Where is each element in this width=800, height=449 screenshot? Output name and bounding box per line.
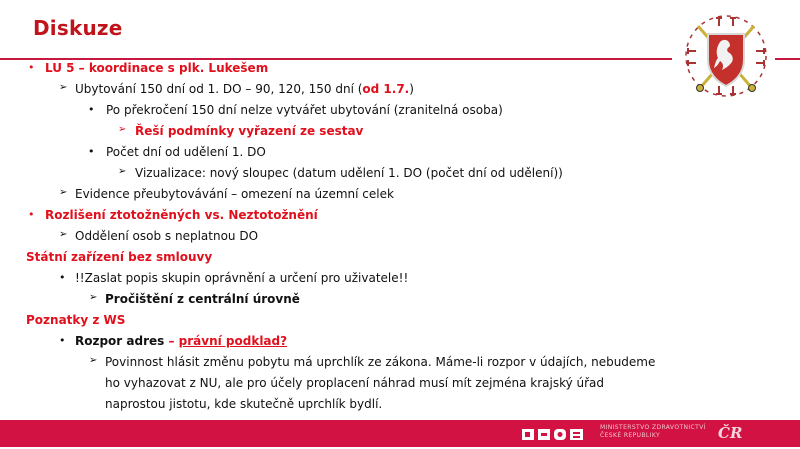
- czech-military-emblem-icon: [680, 10, 772, 102]
- list-item: [75, 81, 414, 97]
- list-item-line: ho vyhazovat z NU, ale pro účely proplacení náhrad musí mít zejména krajský úřad: [105, 376, 605, 390]
- list-item: !!Zaslat popis skupin oprávnění a určení pro uživatele!!: [75, 271, 409, 285]
- list-item: Evidence přeubytovávání – omezení na územní celek: [75, 187, 394, 201]
- ministry-name-line2: ČESKÉ REPUBLIKY: [600, 432, 661, 439]
- separator: –: [164, 334, 179, 348]
- ministry-name-line1: MINISTERSTVO ZDRAVOTNICTVÍ: [600, 424, 706, 431]
- cr-logo: ČR: [718, 424, 743, 442]
- arrow-bullet-icon: ➢: [59, 82, 68, 93]
- arrow-bullet-icon: ➢: [89, 355, 98, 366]
- list-item: Po překročení 150 dní nelze vytvářet ubytování (zranitelná osoba): [106, 103, 503, 117]
- legal-basis-link[interactable]: právní podklad?: [178, 334, 288, 348]
- section-heading: Poznatky z WS: [26, 313, 126, 327]
- arrow-bullet-icon: ➢: [118, 124, 127, 135]
- list-item-text: Rozpor adres: [75, 334, 165, 348]
- list-item: [75, 333, 287, 349]
- list-item: LU 5 – koordinace s plk. Lukešem: [45, 61, 269, 75]
- bullet-marker: •: [88, 145, 95, 158]
- arrow-bullet-icon: ➢: [59, 187, 68, 198]
- bullet-marker: •: [88, 103, 95, 116]
- arrow-bullet-icon: ➢: [89, 292, 98, 303]
- bullet-marker: •: [59, 334, 66, 347]
- list-item: Vizualizace: nový sloupec (datum udělení 1. DO (počet dní od udělení)): [135, 166, 563, 180]
- bullet-marker: •: [59, 271, 66, 284]
- list-item-text: Ubytování 150 dní od 1. DO – 90, 120, 150 dní (: [75, 82, 363, 96]
- mzcr-logo-icon: [522, 427, 584, 441]
- list-item: Počet dní od udělení 1. DO: [106, 145, 266, 159]
- list-item: Oddělení osob s neplatnou DO: [75, 229, 259, 243]
- section-heading: Státní zařízení bez smlouvy: [26, 250, 213, 264]
- slide-title: Diskuze: [33, 16, 123, 40]
- title-divider-right: [775, 58, 800, 60]
- bullet-marker: •: [28, 61, 35, 74]
- list-item: Řeší podmínky vyřazení ze sestav: [135, 124, 364, 138]
- list-item-line: Povinnost hlásit změnu pobytu má uprchlík ze zákona. Máme-li rozpor v údajích, nebudeme: [105, 355, 656, 369]
- list-item: Pročištění z centrální úrovně: [105, 292, 300, 306]
- list-item-line: naprostou jistotu, kde skutečně uprchlík bydlí.: [105, 397, 383, 411]
- list-item-suffix: ): [409, 82, 414, 96]
- arrow-bullet-icon: ➢: [59, 229, 68, 240]
- date-emphasis: od 1.7.: [362, 82, 410, 96]
- ministry-name: [600, 424, 706, 440]
- bullet-marker: •: [28, 208, 35, 221]
- list-item: Rozlišení ztotožněných vs. Neztotožnění: [45, 208, 318, 222]
- arrow-bullet-icon: ➢: [118, 166, 127, 177]
